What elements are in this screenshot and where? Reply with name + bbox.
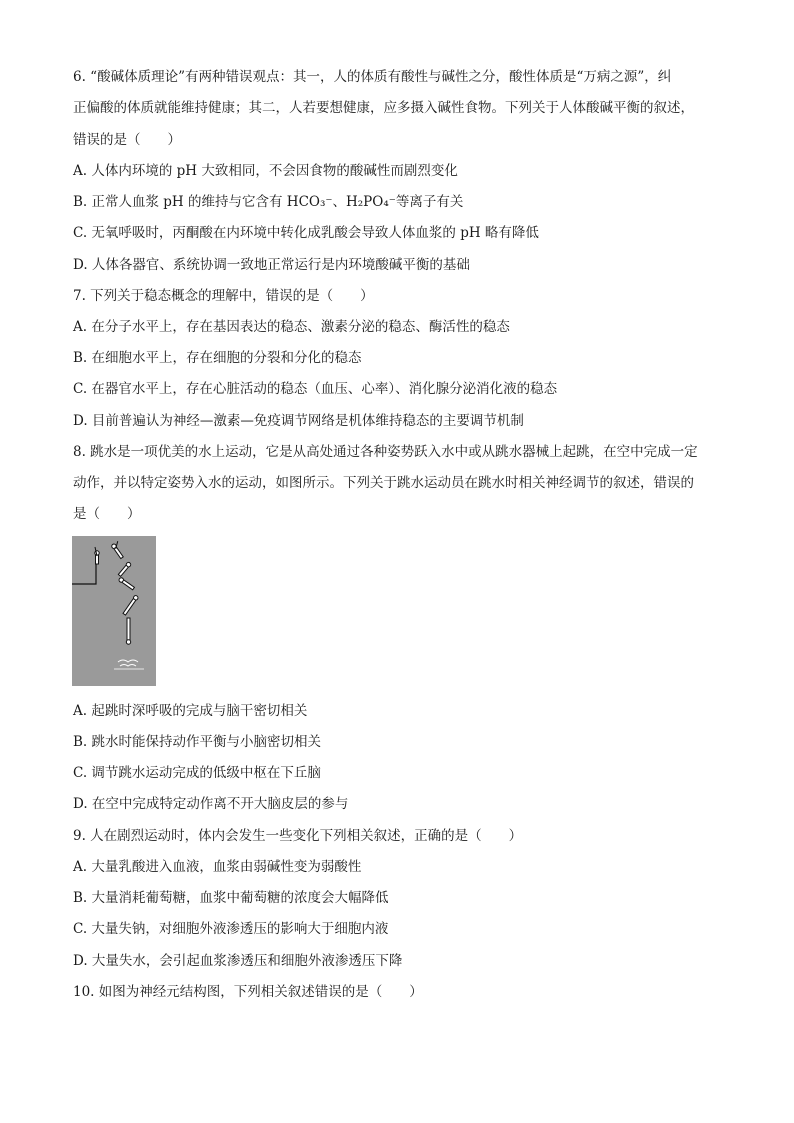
- diver-sequence-illustration: [72, 536, 156, 686]
- diver-icon: [72, 536, 156, 686]
- q6-stem-line-1: 6. “酸碱体质理论”有两种错误观点：其一，人的体质有酸性与碱性之分，酸性体质是“万病之源”，纠: [73, 69, 672, 85]
- q6-option-d: D. 人体各器官、系统协调一致地正常运行是内环境酸碱平衡的基础: [73, 257, 470, 273]
- q9-option-b: B. 大量消耗葡萄糖，血浆中葡萄糖的浓度会大幅降低: [73, 890, 389, 906]
- q10-stem: 10. 如图为神经元结构图，下列相关叙述错误的是（ ）: [73, 984, 423, 1000]
- q7-stem: 7. 下列关于稳态概念的理解中，错误的是（ ）: [73, 288, 374, 304]
- q7-option-c: C. 在器官水平上，存在心脏活动的稳态（血压、心率）、消化腺分泌消化液的稳态: [73, 381, 558, 397]
- q6-stem-line-3: 错误的是（ ）: [73, 132, 181, 148]
- q8-option-c: C. 调节跳水运动完成的低级中枢在下丘脑: [73, 765, 321, 781]
- q6-option-b: B. 正常人血浆 pH 的维持与它含有 HCO₃⁻、H₂PO₄⁻等离子有关: [73, 194, 464, 210]
- q6-option-a: A. 人体内环境的 pH 大致相同，不会因食物的酸碱性而剧烈变化: [73, 163, 458, 179]
- q7-option-a: A. 在分子水平上，存在基因表达的稳态、激素分泌的稳态、酶活性的稳态: [73, 319, 510, 335]
- q7-option-d: D. 目前普遍认为神经—激素—免疫调节网络是机体维持稳态的主要调节机制: [73, 413, 524, 429]
- q9-option-c: C. 大量失钠，对细胞外液渗透压的影响大于细胞内液: [73, 921, 389, 937]
- q8-option-a: A. 起跳时深呼吸的完成与脑干密切相关: [73, 703, 308, 719]
- q8-stem-line-1: 8. 跳水是一项优美的水上运动，它是从高处通过各种姿势跃入水中或从跳水器械上起跳，在空中完成一定: [73, 444, 698, 460]
- q7-option-b: B. 在细胞水平上，存在细胞的分裂和分化的稳态: [73, 350, 362, 366]
- q9-option-a: A. 大量乳酸进入血液，血浆由弱碱性变为弱酸性: [73, 859, 362, 875]
- q9-stem: 9. 人在剧烈运动时，体内会发生一些变化下列相关叙述，正确的是（ ）: [73, 828, 523, 844]
- q8-option-d: D. 在空中完成特定动作离不开大脑皮层的参与: [73, 796, 349, 812]
- q6-stem-line-2: 正偏酸的体质就能维持健康；其二，人若要想健康，应多摄入碱性食物。下列关于人体酸碱平衡的叙述，: [73, 100, 694, 116]
- q9-option-d: D. 大量失水，会引起血浆渗透压和细胞外液渗透压下降: [73, 953, 403, 969]
- q6-option-c: C. 无氧呼吸时，丙酮酸在内环境中转化成乳酸会导致人体血浆的 pH 略有降低: [73, 225, 539, 241]
- q8-option-b: B. 跳水时能保持动作平衡与小脑密切相关: [73, 734, 322, 750]
- q8-stem-line-3: 是（ ）: [73, 506, 141, 522]
- q8-stem-line-2: 动作，并以特定姿势入水的运动，如图所示。下列关于跳水运动员在跳水时相关神经调节的叙述，错误的: [73, 475, 694, 491]
